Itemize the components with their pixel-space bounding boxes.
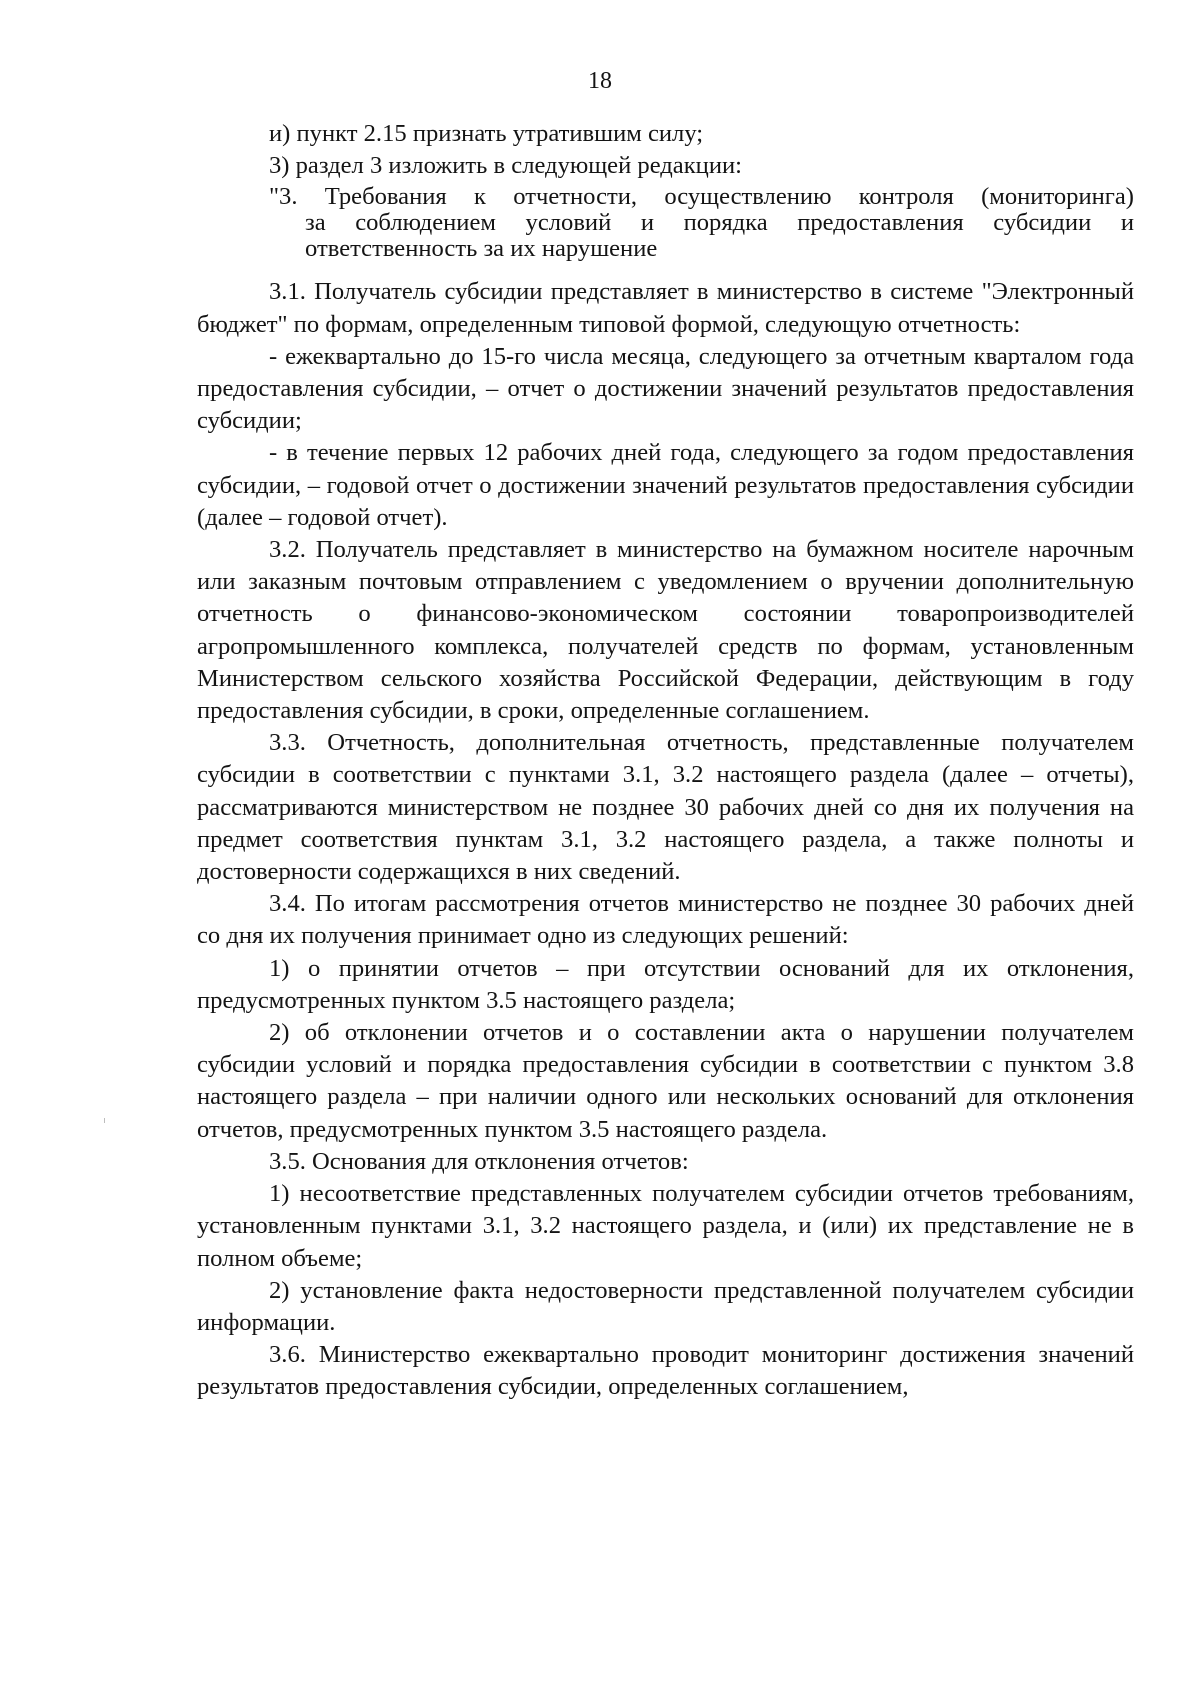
- clause-3-5-2: 2) установление факта недостоверности представленной получателем субсидии информации.: [197, 1276, 1134, 1336]
- clause-3-3: 3.3. Отчетность, дополнительная отчетность, представленные получателем субсидии в соответствии с пунктами 3.1, 3.2 настоящего раздела (далее – отчеты), рассматриваются министерством не позднее 30 рабочих дней со дня их получения на предмет соответствия пунктам 3.1, 3.2 настоящего раздела, а также полноты и достоверности содержащихся в них сведений.: [197, 729, 1134, 886]
- document-body: [197, 118, 1134, 1404]
- clause-3-5-1: 1) несоответствие представленных получателем субсидии отчетов требованиям, установленным пунктами 3.1, 3.2 настоящего раздела, и (или) их представление не в полном объеме;: [197, 1180, 1134, 1272]
- page-number: 18: [588, 68, 612, 94]
- clause-3-5: 3.5. Основания для отклонения отчетов:: [269, 1147, 689, 1175]
- clause-3-4-1: 1) о принятии отчетов – при отсутствии оснований для их отклонения, предусмотренных пунктом 3.5 настоящего раздела;: [197, 954, 1134, 1014]
- clause-3-4: 3.4. По итогам рассмотрения отчетов министерство не позднее 30 рабочих дней со дня их получения принимает одно из следующих решений:: [197, 890, 1134, 950]
- section-heading-line-3: ответственность за их нарушение: [305, 235, 658, 263]
- section-heading-line-2: за соблюдением условий и порядка предоставления субсидии и: [305, 209, 1134, 237]
- clause-3-1-quarterly: - ежеквартально до 15-го числа месяца, следующего за отчетным кварталом года предоставления субсидии, – отчет о достижении значений результатов предоставления субсидии;: [197, 342, 1134, 435]
- paragraph-item-i: и) пункт 2.15 признать утратившим силу;: [269, 120, 704, 147]
- clause-3-6: 3.6. Министерство ежеквартально проводит мониторинг достижения значений результатов предоставления субсидии, определенных соглашением,: [197, 1341, 1134, 1401]
- clause-3-1: 3.1. Получатель субсидии представляет в министерство в системе "Электронный бюджет" по формам, определенным типовой формой, следующую отчетность:: [197, 278, 1134, 338]
- clause-3-1-annual: - в течение первых 12 рабочих дней года, следующего за годом предоставления субсидии, – годовой отчет о достижении значений результатов предоставления субсидии (далее – годовой отчет).: [197, 439, 1134, 531]
- clause-3-4-2: 2) об отклонении отчетов и о составлении акта о нарушении получателем субсидии условий и порядка предоставления субсидии в соответствии с пунктом 3.8 настоящего раздела – при наличии одного или нескольких оснований для отклонения отчетов, предусмотренных пунктом 3.5 настоящего раздела.: [197, 1019, 1134, 1143]
- paragraph-item-3: 3) раздел 3 изложить в следующей редакции:: [269, 152, 742, 180]
- section-heading: [197, 184, 1134, 262]
- section-heading-line-1: "3. Требования к отчетности, осуществлению контроля (мониторинга): [269, 183, 1134, 211]
- clause-3-2: 3.2. Получатель представляет в министерство на бумажном носителе нарочным или заказным почтовым отправлением с уведомлением о вручении дополнительную отчетность о финансово-экономическом состоянии товаропроизводителей агропромышленного комплекса, получателей средств по формам, установленным Министерством сельского хозяйства Российской Федерации, действующим в году предоставления субсидии, в сроки, определенные соглашением.: [197, 536, 1134, 725]
- scan-mark: [104, 1118, 105, 1123]
